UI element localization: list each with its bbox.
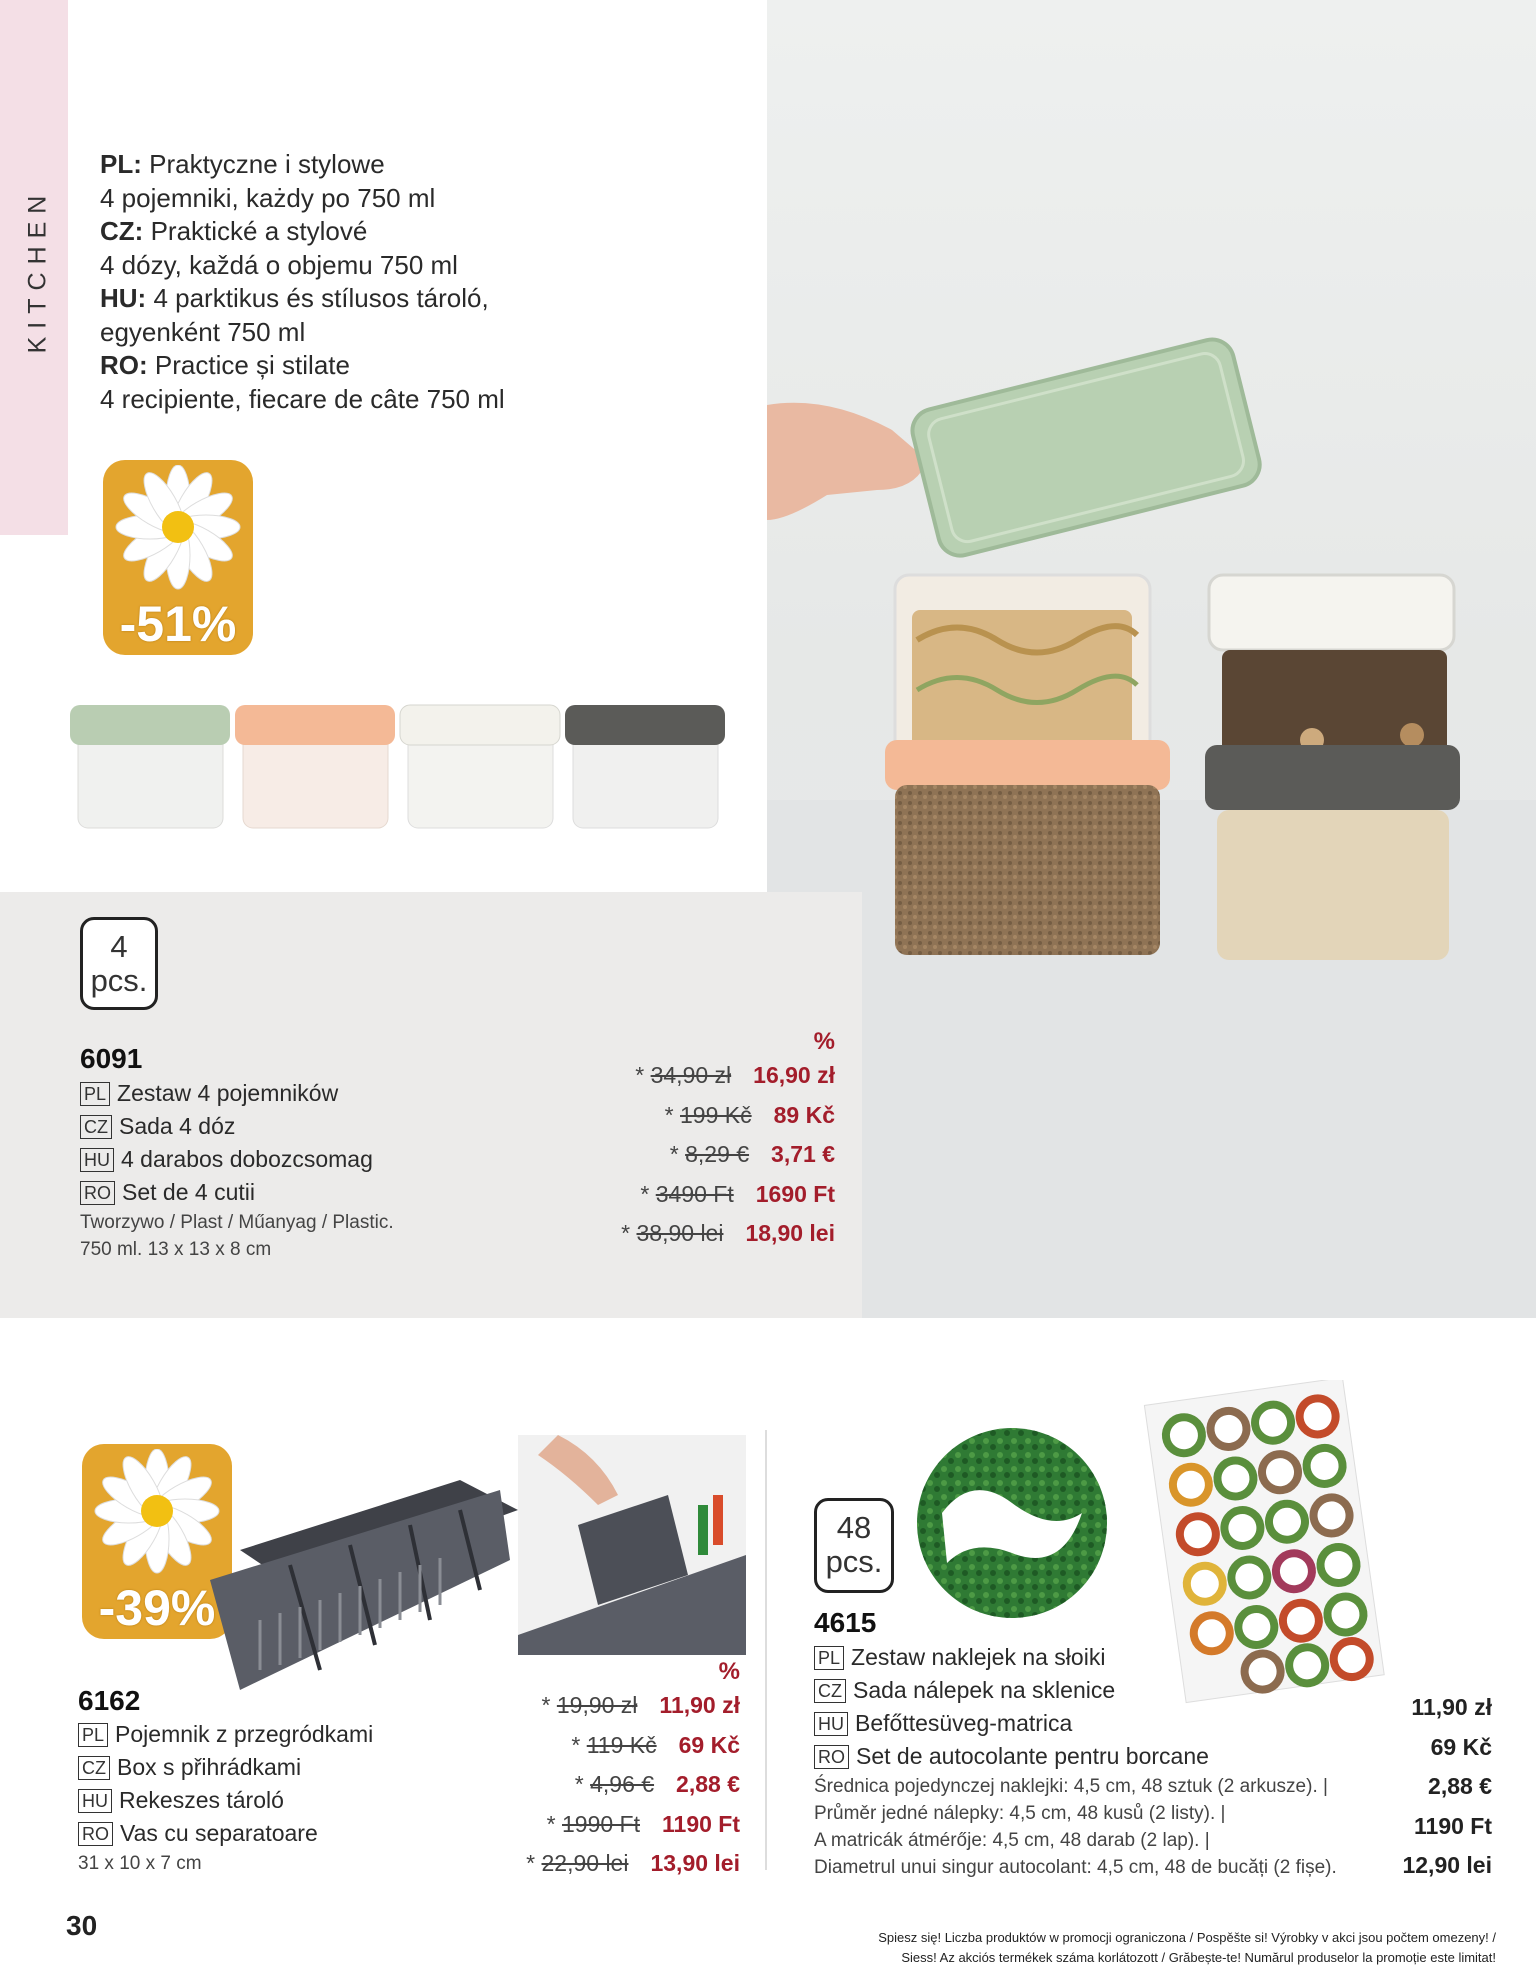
new-price: 3,71 € [771,1141,835,1168]
name-row [78,1718,558,1751]
name-row [80,1077,600,1110]
name-row [80,1143,600,1176]
containers-photo-illustration [767,0,1536,1318]
old-price: 34,90 zł [650,1062,732,1089]
hero-photo [767,0,1536,1318]
pieces-badge [80,917,158,1010]
product-name: Rekeszes tároló [119,1787,284,1813]
product-names [80,1077,600,1263]
old-price: 8,29 € [685,1141,750,1168]
green-container [70,705,230,828]
product-detail: A matricák átmérője: 4,5 cm, 48 darab (2 lap). | [814,1830,1210,1851]
price-row: * 38,90 lei 18,90 lei [621,1220,835,1247]
product-name: Zestaw 4 pojemników [117,1080,339,1106]
white-container [400,705,560,828]
product-names [78,1718,558,1877]
product-name: 4 darabos dobozcsomag [121,1146,373,1172]
old-price: 19,90 zł [556,1692,638,1719]
percent-mark: % [813,1028,835,1055]
containers-color-variants [70,700,730,830]
intro-line: RO: Practice și stilate [100,350,350,380]
price-list [560,1028,835,1254]
name-row [80,1176,600,1209]
discount-badge [103,460,253,655]
product-name: Set de 4 cutii [122,1179,255,1205]
intro-line: egyenként 750 ml [100,316,306,347]
price-row: * 8,29 € 3,71 € [669,1141,835,1168]
price: 1190 Ft [1414,1812,1492,1839]
product-size: 750 ml. 13 x 13 x 8 cm [80,1239,272,1260]
name-row [814,1707,1374,1740]
lang-tag: CZ [80,1115,112,1139]
lang-tag: PL [78,1723,108,1747]
name-row [78,1784,558,1817]
product-name: Sada 4 dóz [119,1113,236,1139]
footer-note [776,1928,1496,1968]
product-code: 6162 [78,1685,141,1716]
lang-tag: CZ [814,1679,846,1703]
organizer-image [200,1470,520,1695]
new-price: 13,90 lei [650,1850,740,1877]
section-label: KITCHEN [23,187,52,353]
footer-note-line: Siess! Az akciós termékek száma korlátozott / Grăbește-te! Numărul produselor la promoție este limitat! [901,1950,1496,1965]
lang-tag: RO [78,1822,113,1846]
price-row: * 22,90 lei 13,90 lei [526,1850,740,1877]
new-price: 16,90 zł [753,1062,835,1089]
intro-line: CZ: Praktické a stylové [100,216,368,246]
pieces-badge [814,1498,894,1593]
name-row [814,1740,1374,1773]
old-price: 22,90 lei [541,1850,629,1877]
intro-line: 4 dózy, každá o objemu 750 ml [100,249,458,280]
product-name: Vas cu separatoare [120,1820,318,1846]
column-divider [765,1430,767,1870]
old-price: 4,96 € [590,1771,655,1798]
name-row [78,1751,558,1784]
intro-description [100,148,700,416]
price-list [500,1658,740,1884]
pieces-label: pcs. [90,963,148,998]
product-names [814,1641,1374,1881]
footer-note-line: Spiesz się! Liczba produktów w promocji ograniczona / Pospěšte si! Výrobky v akci jsou počtem omezeny! / [878,1930,1496,1945]
price-row: * 3490 Ft 1690 Ft [640,1180,835,1207]
name-row [814,1641,1374,1674]
price-row: * 119 Kč 69 Kč [571,1731,740,1758]
price: 69 Kč [1430,1733,1492,1760]
product-detail: Průměr jedné nálepky: 4,5 cm, 48 kusů (2 listy). | [814,1803,1226,1824]
price-list [1370,1688,1492,1886]
peach-container [235,705,395,828]
product-material: Tworzywo / Plast / Műanyag / Plastic. [80,1212,394,1233]
organizer-usage-photo [518,1435,746,1655]
page-number: 30 [66,1910,98,1941]
new-price: 1190 Ft [662,1810,740,1837]
gray-container [565,705,725,828]
organizer-usage-illustration [518,1435,746,1655]
price-row: * 1990 Ft 1190 Ft [546,1810,740,1837]
old-price: 3490 Ft [655,1180,734,1207]
price: 12,90 lei [1402,1852,1492,1878]
product-name: Zestaw naklejek na słoiki [851,1644,1106,1670]
product-name: Set de autocolante pentru borcane [856,1743,1209,1769]
price-row: * 34,90 zł 16,90 zł [635,1062,835,1089]
name-row [80,1110,600,1143]
product-size: 31 x 10 x 7 cm [78,1853,202,1874]
lang-tag: HU [78,1789,112,1813]
old-price: 1990 Ft [562,1810,640,1837]
new-price: 1690 Ft [755,1180,835,1207]
product-code: 6091 [80,1043,143,1074]
new-price: 2,88 € [676,1771,740,1798]
new-price: 18,90 lei [745,1220,835,1247]
new-price: 89 Kč [773,1101,835,1128]
lang-tag: PL [80,1082,110,1106]
lang-tag: HU [814,1712,848,1736]
discount-percent: -51% [119,596,237,652]
product-name: Sada nálepek na sklenice [853,1677,1116,1703]
lang-tag: RO [814,1745,849,1769]
discount-percent: -39% [98,1580,216,1636]
price-row: * 4,96 € 2,88 € [574,1771,740,1798]
intro-line: 4 pojemniki, każdy po 750 ml [100,182,436,213]
name-row [814,1674,1374,1707]
lang-tag: CZ [78,1756,110,1780]
lang-tag: PL [814,1646,844,1670]
price: 11,90 zł [1411,1694,1492,1720]
intro-line: PL: Praktyczne i stylowe [100,149,385,179]
product-name: Box s přihrádkami [117,1754,302,1780]
new-price: 11,90 zł [659,1692,740,1719]
old-price: 119 Kč [586,1731,657,1758]
old-price: 199 Kč [680,1101,752,1128]
pieces-label: pcs. [825,1544,883,1579]
pieces-count: 48 [836,1510,872,1545]
product-code: 4615 [814,1607,877,1638]
lang-tag: RO [80,1181,115,1205]
price-row: * 19,90 zł 11,90 zł [541,1692,740,1719]
product-detail: Średnica pojedynczej naklejki: 4,5 cm, 48 sztuk (2 arkusze). | [814,1776,1328,1797]
product-name: Pojemnik z przegródkami [115,1721,374,1747]
intro-line: 4 recipiente, fiecare de câte 750 ml [100,383,505,414]
lang-tag: HU [80,1148,114,1172]
new-price: 69 Kč [678,1731,740,1758]
pieces-count: 4 [110,929,128,964]
daisy-icon [108,465,248,590]
name-row [78,1817,558,1850]
sticker-sample-image [912,1423,1112,1623]
price-row: * 199 Kč 89 Kč [664,1101,835,1128]
product-name: Befőttesüveg-matrica [855,1710,1073,1736]
price: 2,88 € [1428,1773,1492,1799]
intro-line: HU: 4 parktikus és stílusos tároló, [100,283,489,313]
percent-mark: % [718,1658,740,1685]
old-price: 38,90 lei [636,1220,724,1247]
product-detail: Diametrul unui singur autocolant: 4,5 cm, 48 de bucăți (2 fișe). [814,1857,1337,1878]
